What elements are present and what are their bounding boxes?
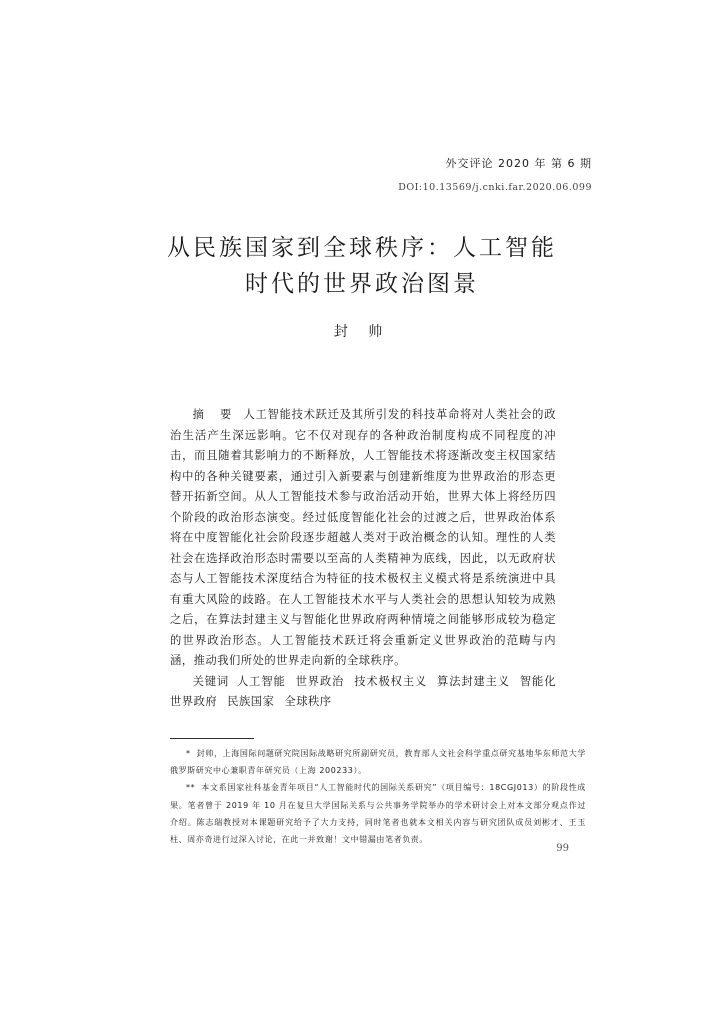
abstract-block — [170, 405, 556, 713]
abstract-label: 摘 要 — [192, 408, 238, 421]
keyword: 世界政治 — [295, 674, 345, 688]
title-line-1: 从民族国家到全球秩序：人工智能 — [167, 235, 557, 261]
footnote-text: 封帅，上海国际问题研究院国际战略研究所副研究员，教育部人文社会科学重点研究基地华东师范大学俄罗斯研究中心兼职青年研究员（上海 200233）。 — [170, 749, 586, 776]
keyword: 技术极权主义 — [354, 674, 428, 688]
footnote-mark: * — [186, 749, 191, 758]
title-line-2: 时代的世界政治图景 — [245, 271, 479, 297]
keyword: 全球秩序 — [284, 695, 332, 708]
footnote — [170, 745, 586, 779]
page-number: 99 — [556, 843, 569, 854]
keywords-label: 关键词 — [192, 674, 230, 688]
keyword: 人工智能 — [237, 674, 286, 688]
footnote — [170, 779, 586, 848]
keyword: 民族国家 — [227, 695, 275, 708]
keyword: 智能化世界政府 — [170, 674, 556, 708]
keyword: 算法封建主义 — [437, 674, 510, 688]
footnote-text: 本文系国家社科基金青年项目“人工智能时代的国际关系研究”（项目编号：18CGJ013）的阶段性成果。笔者曾于 2019 年 10 月在复旦大学国际关系与公共事务学院举办的学术研讨会上对本文部分观点作过介绍。陈志瑞教授对本课题研究给予了大力支持，同时笔者也就本文相关内容与研究团队成员刘彬才、王玉柱、周亦奇进行过深入讨论，在此一并致谢！文中错漏由笔者负责。 — [170, 783, 586, 845]
footnote-mark: ** — [186, 783, 196, 793]
abstract-text: 人工智能技术跃迁及其所引发的科技革命将对人类社会的政治生活产生深远影响。它不仅对现存的各种政治制度构成不同程度的冲击，而且随着其影响力的不断释放，人工智能技术将逐渐改变主权国家结构中的各种关键要素，通过引入新要素与创建新维度为世界政治的形态更替开拓新空间。从人工智能技术参与政治活动开始，世界大体上将经历四个阶段的政治形态演变。经过低度智能化社会的过渡之后，世界政治体系将在中度智能化社会阶段逐步超越人类对于政治概念的认知。理性的人类社会在选择政治形态时需要以至高的人类精神为底线，因此，以无政府状态与人工智能技术深度结合为特征的技术极权主义模式将是系统演进中具有重大风险的歧路。在人工智能技术水平与人类社会的思想认知较为成熟之后，在算法封建主义与智能化世界政府两种情境之间能够形成较为稳定的世界政治形态。人工智能技术跃迁将会重新定义世界政治的范畴与内涵，推动我们所处的世界走向新的全球秩序。 — [170, 408, 556, 667]
abstract-paragraph — [170, 405, 556, 672]
author-name: 封 帅 — [333, 324, 391, 340]
keywords-line — [170, 672, 556, 713]
journal-issue: 外交评论 2020 年 第 6 期 — [445, 157, 592, 170]
doi-line: DOI:10.13569/j.cnki.far.2020.06.099 — [398, 182, 592, 193]
footnotes — [170, 745, 586, 848]
footnote-divider — [170, 738, 254, 739]
